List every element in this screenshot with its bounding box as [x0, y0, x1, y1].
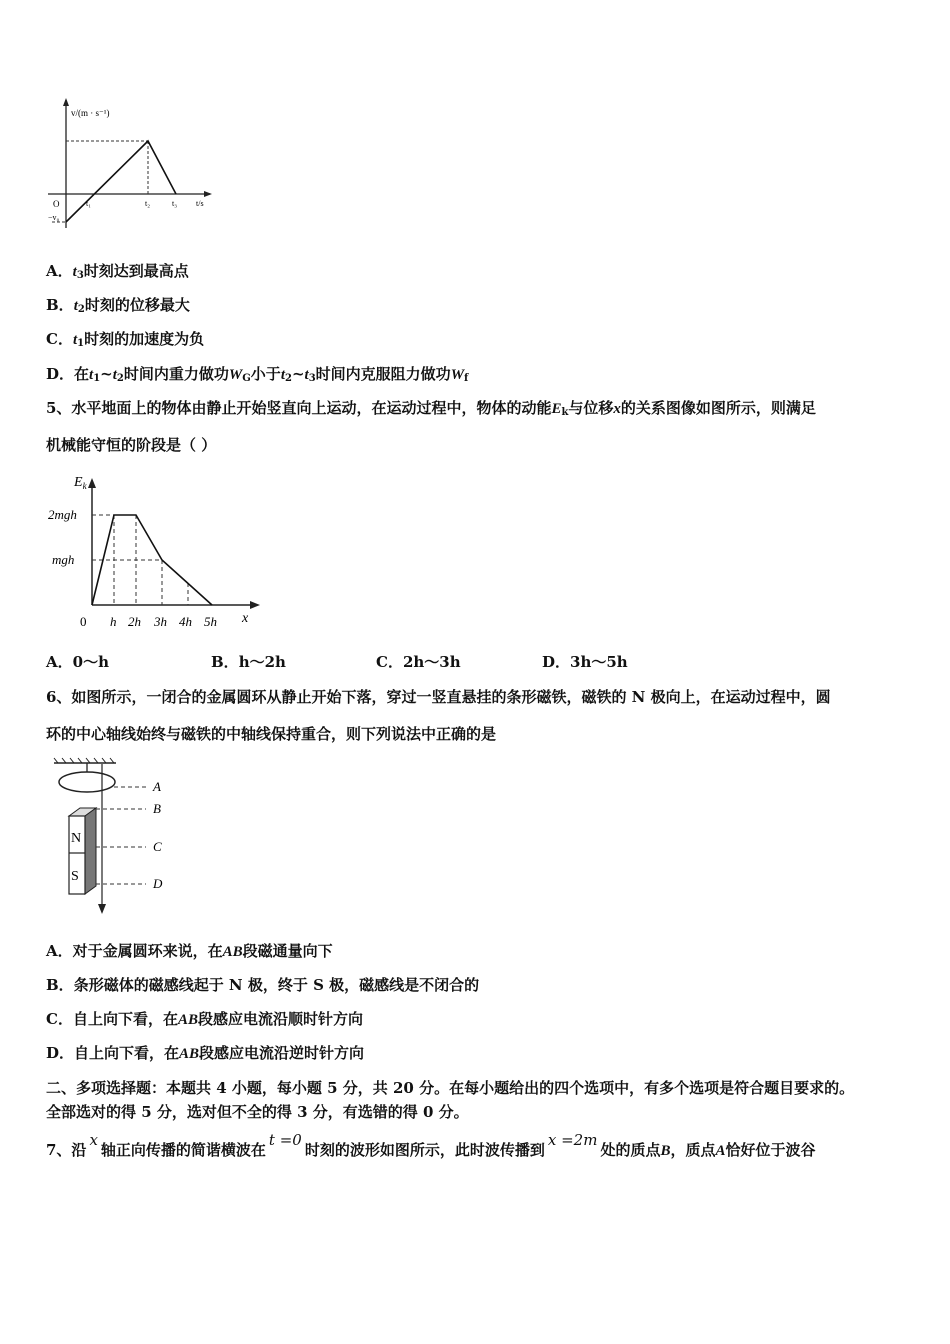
- q4-option-c[interactable]: C．$t_1$时刻的加速度为负: [46, 330, 205, 349]
- q6-stem-line2: 环的中心轴线始终与磁铁的中轴线保持重合，则下列说法中正确的是: [46, 725, 497, 743]
- graph2-x-label: x: [242, 611, 249, 626]
- graph2-y-label: $E_k$: [74, 475, 87, 491]
- graph2-x-tick-h: h: [110, 614, 117, 629]
- graph2-x-tick-4h: 4h: [179, 614, 192, 629]
- graph2-y-tick-mgh: mgh: [52, 552, 75, 567]
- graph1-origin: O: [53, 199, 60, 209]
- q4-option-a[interactable]: A．$t_3$时刻达到最高点: [46, 262, 189, 281]
- q6-stem-line1: 6、如图所示，一闭合的金属圆环从静止开始下落，穿过一竖直悬挂的条形磁铁，磁铁的 N 极向上，在运动过程中，圆: [46, 688, 831, 706]
- magnet-pole-s: S: [71, 869, 79, 884]
- q5-option-c[interactable]: C．2h～3h: [376, 653, 461, 671]
- section2-instructions-line2: 全部选对的得 5 分，选对但不全的得 3 分，有选错的得 0 分。: [46, 1103, 469, 1121]
- q6-option-b[interactable]: B．条形磁体的磁感线起于 N 极，终于 S 极，磁感线是不闭合的: [46, 976, 480, 994]
- q5-stem-line2: 机械能守恒的阶段是（ ）: [46, 436, 217, 454]
- q7-stem: 7、沿x轴正向传播的简谐横波在t =0时刻的波形如图所示，此时波传播到x =2m处的质点B，质点A恰好位于波谷: [46, 1131, 816, 1159]
- label-a: A: [153, 779, 161, 794]
- q5-option-b[interactable]: B．h～2h: [211, 653, 286, 671]
- q5-option-a[interactable]: A．0～h: [46, 653, 109, 671]
- q5-option-d[interactable]: D．3h～5h: [542, 653, 628, 671]
- label-d: D: [153, 876, 163, 891]
- label-b: B: [153, 801, 161, 816]
- graph2-x-tick-5h: 5h: [204, 614, 217, 629]
- graph1-y-label: v/(m · s⁻¹): [71, 108, 110, 118]
- graph1-tick-t3: t₃: [172, 199, 178, 208]
- graph2-x-tick-2h: 2h: [128, 614, 141, 629]
- q4-option-d[interactable]: D．在$t_1\sim t_2$时间内重力做功$W_G$小于$t_2\sim t_3$时间内克服阻力做功$W_f$: [46, 365, 469, 384]
- q6-option-d[interactable]: D．自上向下看，在AB段感应电流沿逆时针方向: [46, 1044, 365, 1062]
- label-c: C: [153, 839, 162, 854]
- graph2-x-tick-3h: 3h: [154, 614, 167, 629]
- q4-option-b[interactable]: B．$t_2$时刻的位移最大: [46, 296, 190, 315]
- q5-stem-line1: 5、水平地面上的物体由静止开始竖直向上运动，在运动过程中，物体的动能$E_k$与位移x的关系图像如图所示，则满足: [46, 399, 816, 418]
- magnet-ring-figure: [50, 758, 190, 918]
- magnet-pole-n: N: [71, 831, 82, 846]
- q6-option-a[interactable]: A．对于金属圆环来说，在AB段磁通量向下: [46, 942, 333, 960]
- graph1-neg-v0: −v₀: [48, 213, 60, 222]
- graph2-x-tick-0: 0: [80, 614, 87, 629]
- metal-ring: [59, 772, 115, 792]
- section2-instructions-line1: 二、多项选择题：本题共 4 小题，每小题 5 分，共 20 分。在每小题给出的四个选项中，有多个选项是符合题目要求的。: [46, 1079, 855, 1097]
- graph1-x-label: t/s: [196, 199, 204, 208]
- kinetic-energy-graph: [44, 470, 274, 630]
- velocity-time-graph: [44, 100, 224, 230]
- graph1-tick-t2: t₂: [145, 199, 151, 208]
- graph2-y-tick-2mgh: 2mgh: [48, 507, 77, 522]
- graph1-tick-t1: t₁: [86, 199, 92, 208]
- q6-option-c[interactable]: C．自上向下看，在AB段感应电流沿顺时针方向: [46, 1010, 363, 1028]
